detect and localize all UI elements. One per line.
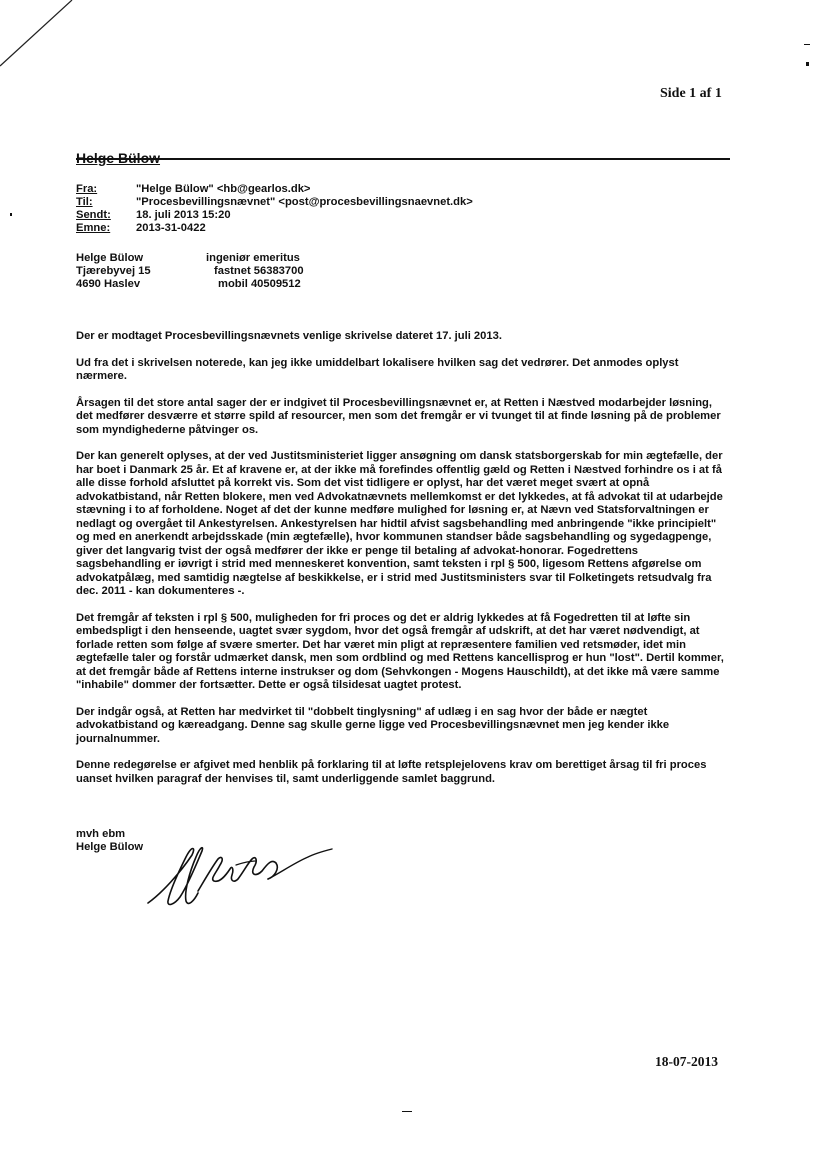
scan-mark — [10, 213, 12, 216]
corner-scan-line — [0, 0, 80, 70]
subject-label: Emne: — [76, 222, 111, 234]
closing-name: Helge Bülow — [76, 841, 144, 853]
scan-mark — [806, 62, 809, 66]
email-header-subject — [76, 222, 473, 235]
body-paragraph: Ud fra det i skrivelsen noterede, kan jeg ikke umiddelbart lokalisere hvilken sag det vedrører. Det anmodes oplyst nærmere. — [76, 356, 679, 382]
address-phone-fixed: fastnet 56383700 — [214, 265, 304, 277]
address-right-column — [206, 252, 304, 291]
page-indicator: Side 1 af 1 — [660, 86, 722, 101]
email-header-block — [76, 183, 473, 235]
from-value: "Helge Bülow" <hb@gearlos.dk> — [136, 183, 311, 195]
handwritten-signature — [140, 835, 340, 915]
letter-body — [76, 330, 726, 799]
address-city: 4690 Haslev — [76, 278, 141, 290]
footer-date: 18-07-2013 — [655, 1054, 718, 1069]
email-header-from — [76, 183, 473, 196]
body-paragraph: Årsagen til det store antal sager der er indgivet til Procesbevillingsnævnet er, at Retten i Næstved modarbejder løsning, det medfører desværre et større spild af resourcer, men som det fremgår er vi tvunget til at finde løsning på de problemer som myndighederne påtvinger os. — [76, 396, 721, 436]
address-left-column — [76, 252, 206, 291]
to-label: Til: — [76, 196, 93, 208]
body-paragraph: Det fremgår af teksten i rpl § 500, muligheden for fri proces og det er aldrig lykkedes at få Fogedretten til at løfte sin embedspligt i den henseende, uagtet svær sygdom, hvor det også fremgår af udskrift, at det har været nødvendigt, at forlade retten som følge af svære smerter. Det har været min pligt at repræsentere familien ved retsmøder, idet min ægtefælle taler og forstår udmærket dansk, men som ordblind og med Rettens kancellisprog er hun "lost". Dertil kommer, at det fremgår både af Rettens interne instrukser og dom (Sehvkongen - Mogens Hauschildt), at det ikke må være samme "inhabile" dommer der fortsætter. Dette er også tilsidesat uagtet protest. — [76, 611, 724, 691]
body-paragraph: Denne redegørelse er afgivet med henblik på forklaring til at løfte retsplejelovens krav om berettiget årsag til fri proces uanset hvilken paragraf der henvises til, samt underliggende samlet baggrund. — [76, 759, 707, 785]
address-phone-mobile: mobil 40509512 — [218, 278, 301, 290]
address-name: Helge Bülow — [76, 252, 144, 264]
sender-heading: Helge Bülow — [76, 150, 161, 166]
heading-divider — [76, 158, 730, 160]
sent-label: Sendt: — [76, 209, 111, 221]
address-title: ingeniør emeritus — [206, 252, 300, 264]
body-paragraph: Der er modtaget Procesbevillingsnævnets venlige skrivelse dateret 17. juli 2013. — [76, 330, 502, 342]
email-header-to — [76, 196, 473, 209]
body-paragraph: Der kan generelt oplyses, at der ved Justitsministeriet ligger ansøgning om dansk statsborgerskab for min ægtefælle, der har boet i Danmark 25 år. Et af kravene er, at der ikke må forefindes offentlig gæld og Retten i Næstved forhindre os i at få alle disse forhold afsluttet på korrekt vis. Som det vist tidligere er oplyst, har det været meget svært at opnå advokatbistand, når Retten blokere, men ved Advokatnævnets mellemkomst er det lykkedes, at få advokat til at udarbejde stævning i to af forholdene. Noget af det der kunne medføre mulighed for løsning er, at Nævn ved Statsforvaltningen er nedlagt og overgået til Ankestyrelsen. Ankestyrelsen har hidtil afvist sagsbehandling med anbringende "ikke principielt" og med en anerkendt arbejdsskade (min ægtefælle), hvor kommunen standser både sagsbehandling og sygedagpenge, giver det langvarig tvist der også medfører der ikke er penge til betaling af advokat-honorar. Fogedrettens sagsbehandling er iøvrigt i strid med menneskeret konvention, samt teksten i rpl § 500, ligesom Rettens afgørelse om advokatpålæg, med samtidig nægtelse af beskikkelse, er i strid med Justitsministers svar til Folketingets retsudvalg fra dec. 2011 - kan dokumenteres -. — [76, 450, 723, 597]
from-label: Fra: — [76, 183, 98, 195]
subject-value: 2013-31-0422 — [136, 222, 206, 234]
sent-value: 18. juli 2013 15:20 — [136, 209, 231, 221]
body-paragraph: Der indgår også, at Retten har medvirket til "dobbelt tinglysning" af udlæg i en sag hvor der både er nægtet advokatbistand og kæreadgang. Denne sag skulle gerne ligge ved Procesbevillingsnævnet men jeg kender ikke journalnummer. — [76, 705, 670, 745]
scan-mark — [804, 44, 810, 45]
closing-greeting: mvh ebm — [76, 828, 126, 840]
to-value: "Procesbevillingsnævnet" <post@procesbevillingsnaevnet.dk> — [136, 196, 473, 208]
address-street: Tjærebyvej 15 — [76, 265, 151, 277]
email-header-sent — [76, 209, 473, 222]
scan-mark — [402, 1111, 412, 1112]
closing-block — [76, 828, 143, 854]
